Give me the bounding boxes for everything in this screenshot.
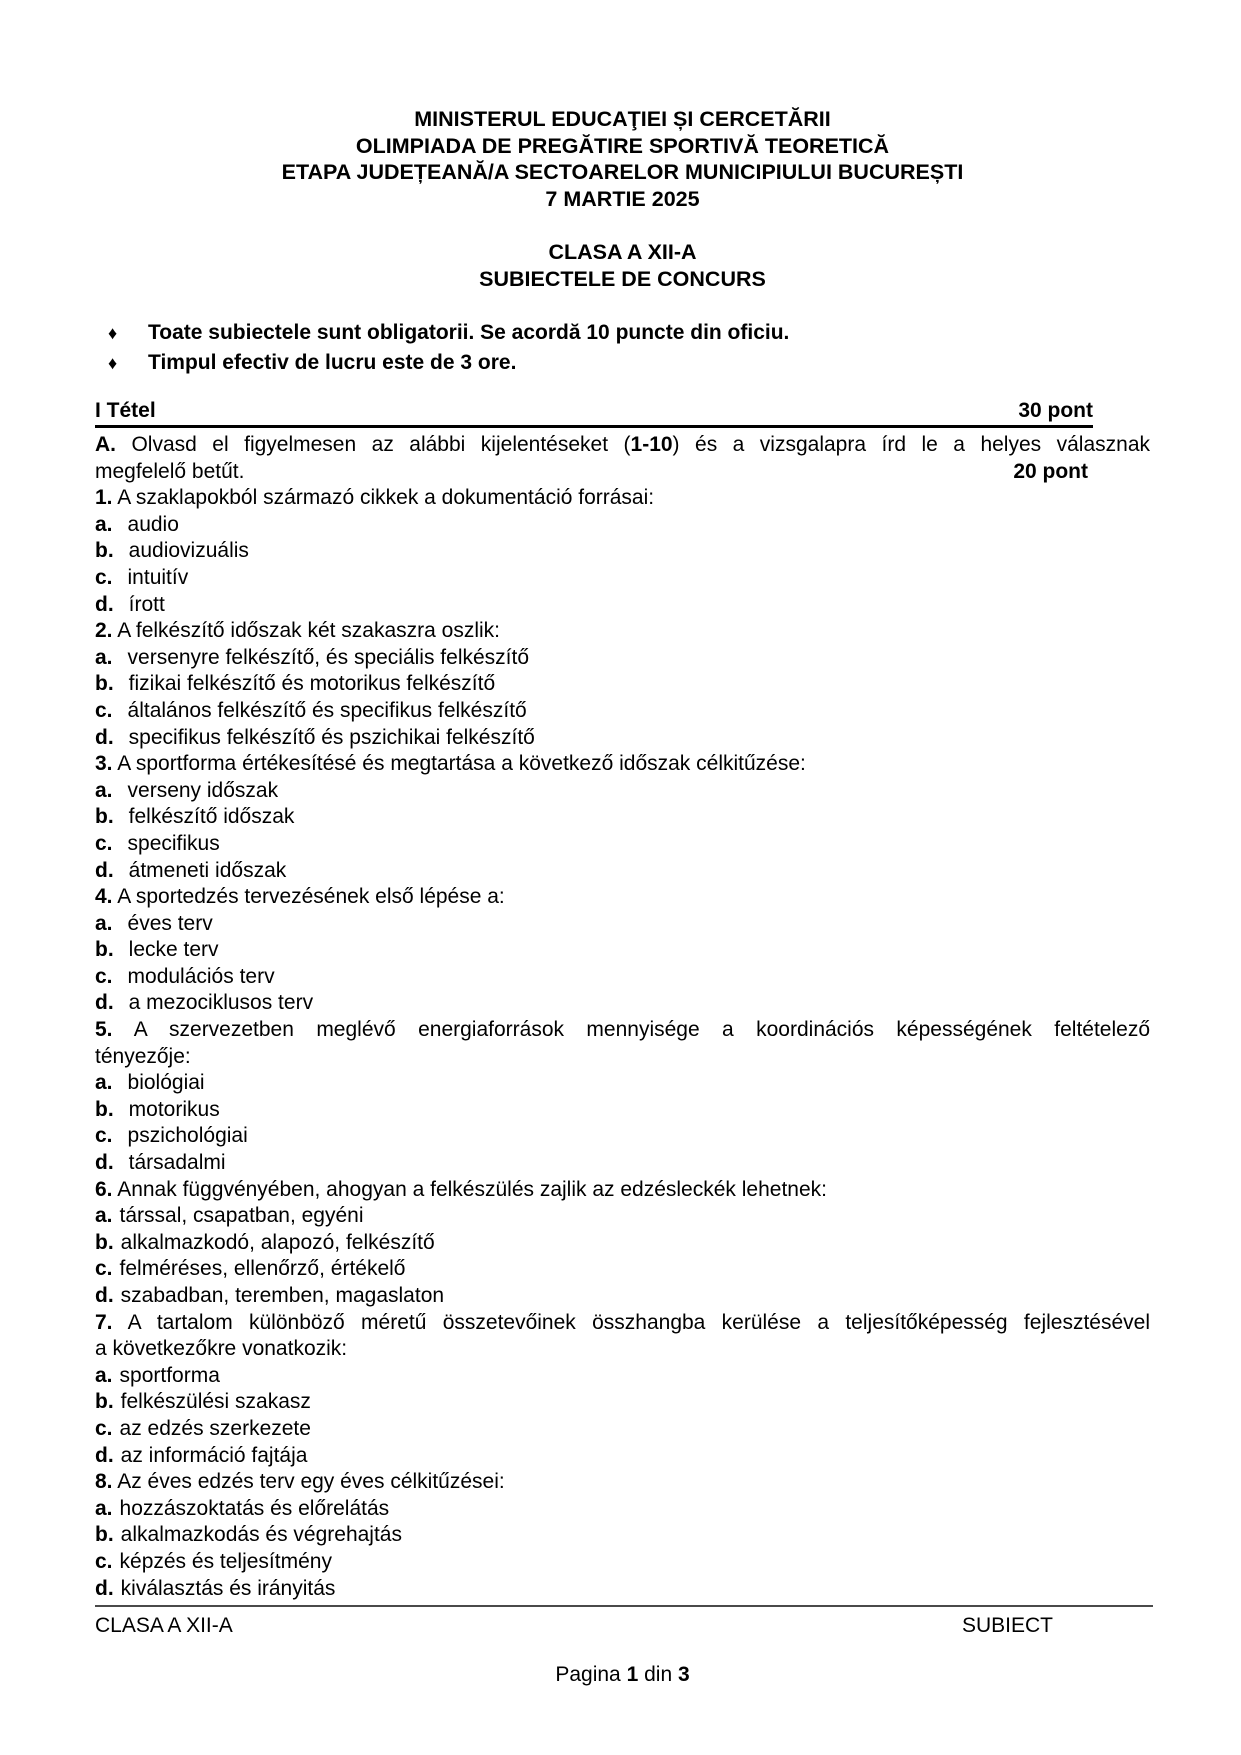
option-text: alkalmazkodás és végrehajtás xyxy=(120,1523,402,1547)
option-letter: a. xyxy=(95,1204,113,1228)
option-text: felméréses, ellenőrző, értékelő xyxy=(119,1257,406,1281)
option-letter: d. xyxy=(95,1443,114,1467)
question-block xyxy=(95,618,1150,751)
option-letter: b. xyxy=(95,539,114,563)
question-number: 6. xyxy=(95,1177,113,1201)
option-letter: a. xyxy=(95,1363,113,1387)
option-row xyxy=(95,1150,1150,1177)
option-text: audiovizuális xyxy=(128,539,249,563)
question-stem-line xyxy=(95,1310,1150,1337)
option-text: felkészülési szakasz xyxy=(120,1390,311,1414)
option-row xyxy=(95,911,1150,938)
section-header xyxy=(95,398,1093,428)
section-points: 30 pont xyxy=(1018,399,1093,422)
option-letter: d. xyxy=(95,991,114,1015)
option-row xyxy=(95,1203,1150,1230)
page-number xyxy=(95,1662,1150,1688)
question-stem-text: A sportedzés tervezésének első lépése a: xyxy=(112,885,505,909)
note-text: Toate subiectele sunt obligatorii. Se acordă 10 puncte din oficiu. xyxy=(148,321,790,344)
option-letter: a. xyxy=(95,645,113,669)
option-row xyxy=(95,1496,1150,1523)
part-a-intro-segment: Olvasd el figyelmesen az alábbi kijelentéseket ( xyxy=(116,433,631,456)
option-letter: a. xyxy=(95,911,113,935)
note-text: Timpul efectiv de lucru este de 3 ore. xyxy=(148,351,517,374)
option-row xyxy=(95,1070,1150,1097)
note-item xyxy=(95,318,1150,348)
footer-class-label: CLASA A XII-A xyxy=(95,1614,233,1637)
question-block xyxy=(95,1469,1150,1602)
option-letter: d. xyxy=(95,1576,114,1600)
option-letter: a. xyxy=(95,778,113,802)
header-title-line: OLIMPIADA DE PREGĂTIRE SPORTIVĂ TEORETICĂ xyxy=(355,133,890,158)
question-block xyxy=(95,884,1150,1017)
option-letter: b. xyxy=(95,1097,114,1121)
option-letter: a. xyxy=(95,1071,113,1095)
part-a-intro-line1 xyxy=(95,432,1150,459)
diamond-bullet-icon: ♦ xyxy=(108,353,118,373)
page-number-segment: Pagina xyxy=(555,1663,627,1686)
option-text: lecke terv xyxy=(128,938,219,962)
option-letter: c. xyxy=(95,565,113,589)
question-stem-text: A szervezetben meglévő energiaforrások mennyisége a koordinációs képességének feltételező xyxy=(112,1018,1150,1042)
option-letter: c. xyxy=(95,1549,113,1573)
question-number: 3. xyxy=(95,752,113,776)
option-text: a mezociklusos terv xyxy=(128,991,314,1015)
option-row xyxy=(95,538,1150,565)
question-stem-line xyxy=(95,1177,1150,1204)
option-text: versenyre felkészítő, és speciális felkészítő xyxy=(127,645,530,669)
option-letter: c. xyxy=(95,1124,113,1148)
option-text: hozzászoktatás és előrelátás xyxy=(119,1496,390,1520)
option-row xyxy=(95,804,1150,831)
option-row xyxy=(95,1443,1150,1470)
page-number-segment: din xyxy=(638,1663,678,1686)
question-stem-line xyxy=(95,751,1150,778)
option-row xyxy=(95,964,1150,991)
option-letter: b. xyxy=(95,672,114,696)
footer-row xyxy=(95,1613,1150,1639)
part-a-intro-line2 xyxy=(95,459,1150,486)
header-title-line: 7 MARTIE 2025 xyxy=(545,186,700,211)
option-text: audio xyxy=(127,512,179,536)
option-text: specifikus xyxy=(127,831,220,855)
option-row xyxy=(95,937,1150,964)
option-letter: c. xyxy=(95,698,113,722)
option-letter: a. xyxy=(95,1496,113,1520)
option-text: modulációs terv xyxy=(127,964,275,988)
option-text: alkalmazkodó, alapozó, felkészítő xyxy=(120,1230,435,1254)
option-letter: d. xyxy=(95,592,114,616)
option-row xyxy=(95,1549,1150,1576)
part-a-intro-line2-text: megfelelő betűt. xyxy=(95,459,245,483)
option-letter: b. xyxy=(95,1390,114,1414)
option-row xyxy=(95,1363,1150,1390)
question-block xyxy=(95,1310,1150,1470)
option-row xyxy=(95,565,1150,592)
question-stem-line xyxy=(95,485,1150,512)
option-letter: d. xyxy=(95,725,114,749)
question-number: 1. xyxy=(95,486,113,510)
header-spacer xyxy=(95,212,1150,239)
question-stem-line: tényezője: xyxy=(95,1044,191,1068)
option-text: szabadban, teremben, magaslaton xyxy=(120,1284,445,1307)
option-row xyxy=(95,1097,1150,1124)
question-number: 8. xyxy=(95,1470,113,1494)
option-row xyxy=(95,645,1150,672)
header-title-lines xyxy=(95,106,1150,212)
option-text: specifikus felkészítő és pszichikai felkészítő xyxy=(128,725,535,749)
question-stem-line xyxy=(95,884,1150,911)
option-text: intuitív xyxy=(127,565,189,589)
option-row xyxy=(95,512,1150,539)
option-text: éves terv xyxy=(127,911,213,935)
option-row xyxy=(95,671,1150,698)
question-stem-text: Annak függvényében, ahogyan a felkészülés zajlik az edzésleckék lehetnek: xyxy=(112,1177,827,1201)
page-number-segment: 1 xyxy=(626,1663,639,1686)
part-a-intro-segment: 1-10 xyxy=(630,433,673,456)
question-block xyxy=(95,485,1150,618)
part-a-points: 20 pont xyxy=(1013,459,1088,483)
option-text: társadalmi xyxy=(128,1151,226,1175)
option-letter: a. xyxy=(95,512,113,536)
option-letter: c. xyxy=(95,1257,113,1281)
option-row xyxy=(95,1283,1150,1310)
option-row xyxy=(95,831,1150,858)
option-letter: b. xyxy=(95,938,114,962)
question-number: 4. xyxy=(95,885,113,909)
option-text: fizikai felkészítő és motorikus felkészítő xyxy=(128,672,496,696)
question-number: 7. xyxy=(95,1310,113,1334)
option-text: verseny időszak xyxy=(127,778,279,802)
option-text: átmeneti időszak xyxy=(128,858,287,882)
class-line: CLASA A XII-A xyxy=(548,240,697,264)
option-letter: d. xyxy=(95,858,114,882)
document-header xyxy=(95,0,1150,292)
header-title-line: MINISTERUL EDUCAŢIEI ȘI CERCETĂRII xyxy=(414,107,831,131)
option-row xyxy=(95,1256,1150,1283)
option-row xyxy=(95,1389,1150,1416)
option-row xyxy=(95,725,1150,752)
option-text: az edzés szerkezete xyxy=(119,1416,311,1440)
question-stem-text: A tartalom különböző méretű összetevőinek összhangba kerülése a teljesítőképesség fejlesztésével xyxy=(112,1310,1150,1334)
option-text: biológiai xyxy=(127,1071,205,1095)
question-stem-line xyxy=(95,1469,1150,1496)
question-block xyxy=(95,751,1150,884)
option-text: az információ fajtája xyxy=(120,1443,308,1467)
instruction-notes xyxy=(95,318,1150,378)
subject-line: SUBIECTELE DE CONCURS xyxy=(479,266,766,291)
question-number: 5. xyxy=(95,1018,113,1042)
questions-body xyxy=(95,432,1150,1602)
option-text: motorikus xyxy=(128,1097,220,1121)
option-row xyxy=(95,990,1150,1017)
option-letter: b. xyxy=(95,805,114,829)
option-text: írott xyxy=(128,592,165,616)
option-row xyxy=(95,1576,1150,1603)
option-text: sportforma xyxy=(119,1363,220,1387)
part-a-intro-segment: A. xyxy=(95,433,116,456)
part-a-intro-segment: ) és a vizsgalapra írd le a helyes válasznak xyxy=(672,433,1150,456)
question-stem-text: Az éves edzés terv egy éves célkitűzései: xyxy=(112,1470,505,1494)
option-letter: c. xyxy=(95,964,113,988)
option-letter: c. xyxy=(95,1416,113,1440)
question-block xyxy=(95,1177,1150,1310)
diamond-bullet-icon: ♦ xyxy=(108,323,118,343)
question-number: 2. xyxy=(95,619,113,643)
option-text: pszichológiai xyxy=(127,1124,248,1148)
section-title: I Tétel xyxy=(95,399,156,422)
option-row xyxy=(95,592,1150,619)
option-text: képzés és teljesítmény xyxy=(119,1549,332,1573)
question-stem-text: A sportforma értékesítésé és megtartása a következő időszak célkitűzése: xyxy=(112,752,806,776)
option-letter: b. xyxy=(95,1523,114,1547)
option-letter: c. xyxy=(95,831,113,855)
option-text: kiválasztás és irányitás xyxy=(120,1576,336,1600)
option-row xyxy=(95,1416,1150,1443)
question-block xyxy=(95,1017,1150,1177)
footer-divider xyxy=(95,1605,1153,1607)
option-letter: d. xyxy=(95,1284,114,1307)
question-stem-line xyxy=(95,1017,1150,1044)
option-row xyxy=(95,858,1150,885)
option-row xyxy=(95,778,1150,805)
question-stem-line xyxy=(95,618,1150,645)
option-text: felkészítő időszak xyxy=(128,805,295,829)
question-stem-text: A felkészítő időszak két szakaszra oszlik: xyxy=(112,619,501,643)
option-row xyxy=(95,1522,1150,1549)
option-text: általános felkészítő és specifikus felkészítő xyxy=(127,698,527,722)
question-stem-line: a következőkre vonatkozik: xyxy=(95,1337,348,1361)
option-row xyxy=(95,1123,1150,1150)
header-title-line: ETAPA JUDEȚEANĂ/A SECTOARELOR MUNICIPIULUI BUCUREȘTI xyxy=(281,160,964,184)
question-stem-text: A szaklapokból származó cikkek a dokumentáció forrásai: xyxy=(112,486,655,510)
footer-subject-label: SUBIECT xyxy=(961,1614,1053,1637)
option-letter: b. xyxy=(95,1230,114,1254)
option-row xyxy=(95,698,1150,725)
page-number-segment: 3 xyxy=(677,1663,690,1686)
question-list xyxy=(95,485,1150,1602)
option-letter: d. xyxy=(95,1151,114,1175)
option-text: társsal, csapatban, egyéni xyxy=(119,1204,364,1228)
note-item xyxy=(95,348,1150,378)
option-row xyxy=(95,1230,1150,1257)
